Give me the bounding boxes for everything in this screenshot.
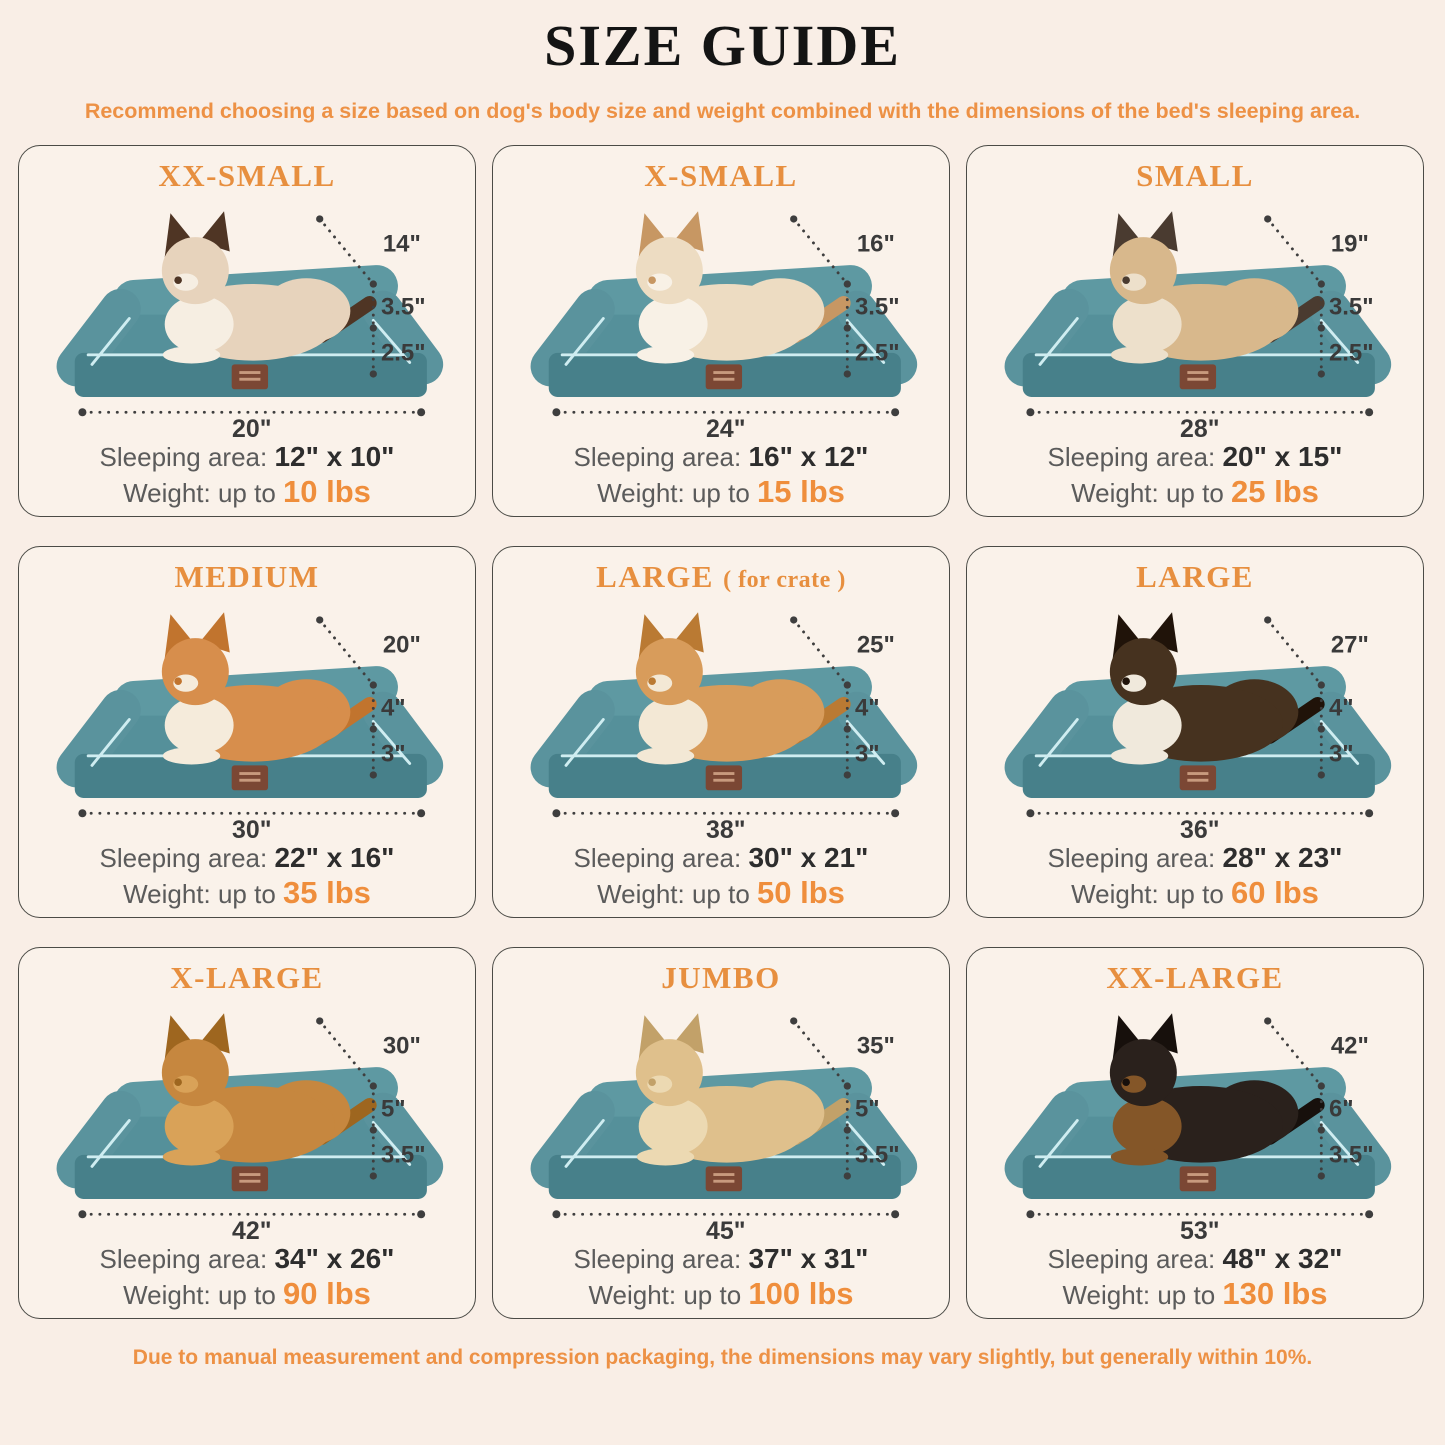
weight-line [19, 474, 475, 510]
sleeping-area-value: 34" x 26" [274, 1243, 395, 1274]
dot-marker [370, 771, 377, 778]
bed-logo-tag-line [713, 371, 734, 374]
sleeping-area-value: 48" x 32" [1222, 1243, 1343, 1274]
bed-figure [35, 597, 459, 841]
pet-chest [639, 296, 708, 353]
sleeping-area-line [493, 1243, 949, 1275]
bed-logo-tag-line [1187, 779, 1208, 782]
bolster-height-dim: 3.5" [854, 293, 900, 321]
width-dim: 45" [706, 1217, 746, 1242]
dot-marker [417, 408, 425, 416]
dot-marker [844, 280, 851, 287]
size-card-title [493, 156, 949, 196]
bed-figure [509, 196, 933, 440]
dot-marker [1365, 1210, 1373, 1218]
sleeping-area-value: 37" x 31" [748, 1243, 869, 1274]
bed-logo-tag [1180, 364, 1216, 389]
dot-marker [316, 215, 323, 222]
pet-chest [1113, 296, 1182, 353]
pet-nose [648, 276, 656, 284]
bed-logo-tag-line [239, 779, 260, 782]
pet-head [1110, 1039, 1177, 1106]
dot-marker [790, 215, 797, 222]
bed-logo-tag [232, 364, 268, 389]
size-grid [0, 124, 1445, 1319]
pet-front-paws [163, 346, 220, 363]
base-height-dim: 3" [380, 740, 406, 768]
weight-line [967, 875, 1423, 911]
pet-front-paws [637, 1148, 694, 1165]
weight-line [967, 474, 1423, 510]
dot-marker [1318, 280, 1325, 287]
page-footnote: Due to manual measurement and compression packaging, the dimensions may vary slightly, but generally within 10%. [132, 1346, 1313, 1369]
dot-marker [417, 1210, 425, 1218]
sleeping-area-line [493, 842, 949, 874]
pet-head [636, 638, 703, 705]
sleeping-area-label: Sleeping area: [1047, 843, 1216, 873]
bolster-height-dim: 5" [380, 1095, 406, 1123]
back-height-dim: 19" [1330, 230, 1369, 258]
weight-value: 130 lbs [1222, 1276, 1328, 1311]
dot-marker [78, 408, 86, 416]
bed-logo-tag-line [1187, 772, 1208, 775]
pet-chest [639, 1098, 708, 1155]
size-card [18, 546, 476, 918]
dot-marker [1026, 408, 1034, 416]
bed-logo-tag-line [239, 378, 260, 381]
pet-chest [165, 1098, 234, 1155]
dot-marker [370, 1082, 377, 1089]
sleeping-area-label: Sleeping area: [99, 843, 268, 873]
base-height-dim: 3" [854, 740, 880, 768]
sleeping-area-label: Sleeping area: [573, 843, 742, 873]
pet-chest [639, 697, 708, 754]
page-title: SIZE GUIDE [544, 13, 901, 78]
bed-figure [35, 196, 459, 440]
pet-head [636, 1039, 703, 1106]
base-height-dim: 2.5" [1328, 339, 1374, 367]
pet-nose [648, 1078, 656, 1086]
weight-line [493, 474, 949, 510]
dot-marker [844, 324, 851, 331]
size-card [966, 145, 1424, 517]
dot-marker [1318, 1082, 1325, 1089]
size-card-title [493, 958, 949, 998]
bed-logo-tag [232, 1166, 268, 1191]
weight-value: 90 lbs [283, 1276, 371, 1311]
weight-value: 35 lbs [283, 875, 371, 910]
back-height-dim: 16" [856, 230, 895, 258]
dot-marker [552, 408, 560, 416]
bed-logo-tag [706, 364, 742, 389]
width-dim: 28" [1180, 415, 1220, 440]
bolster-height-dim: 3.5" [1328, 293, 1374, 321]
bed-figure [35, 998, 459, 1242]
back-height-dim: 42" [1330, 1032, 1369, 1060]
bed-logo-tag-line [713, 1180, 734, 1183]
page-subtitle: Recommend choosing a size based on dog's body size and weight combined with the dimensions of the bed's sleeping area. [84, 99, 1361, 123]
dot-marker [370, 1126, 377, 1133]
pet-head [162, 1039, 229, 1106]
dot-marker [1318, 725, 1325, 732]
weight-label: Weight: up to [1071, 879, 1224, 909]
pet-front-paws [637, 747, 694, 764]
dot-marker [370, 280, 377, 287]
sleeping-area-line [493, 441, 949, 473]
bed-logo-tag-line [713, 772, 734, 775]
sleeping-area-value: 28" x 23" [1222, 842, 1343, 873]
bed-logo-tag-line [713, 1173, 734, 1176]
weight-line [19, 875, 475, 911]
dot-marker [891, 408, 899, 416]
dot-marker [552, 809, 560, 817]
weight-label: Weight: up to [597, 478, 750, 508]
width-dim: 24" [706, 415, 746, 440]
dot-marker [1318, 324, 1325, 331]
pet-front-paws [1111, 346, 1168, 363]
size-name: XX-LARGE [1106, 960, 1284, 995]
dot-marker [1318, 1172, 1325, 1179]
bed-logo-tag [706, 765, 742, 790]
pet-nose [1122, 1078, 1130, 1086]
weight-label: Weight: up to [123, 478, 276, 508]
dot-marker [316, 1017, 323, 1024]
pet-head [162, 638, 229, 705]
bed-logo-tag-line [713, 779, 734, 782]
dot-marker [844, 1082, 851, 1089]
dot-marker [844, 725, 851, 732]
weight-value: 25 lbs [1231, 474, 1319, 509]
size-name: MEDIUM [174, 559, 320, 594]
dot-marker [1318, 1126, 1325, 1133]
width-dim: 53" [1180, 1217, 1220, 1242]
bolster-height-dim: 4" [380, 694, 406, 722]
weight-label: Weight: up to [597, 879, 750, 909]
sleeping-area-label: Sleeping area: [99, 442, 268, 472]
size-card-title [493, 557, 949, 597]
pet-front-paws [1111, 747, 1168, 764]
pet-head [162, 237, 229, 304]
bolster-height-dim: 5" [854, 1095, 880, 1123]
bed-logo-tag-line [713, 378, 734, 381]
back-height-dim: 14" [382, 230, 421, 258]
sleeping-area-value: 22" x 16" [274, 842, 395, 873]
sleeping-area-label: Sleeping area: [1047, 1244, 1216, 1274]
base-height-dim: 2.5" [854, 339, 900, 367]
bed-logo-tag [1180, 765, 1216, 790]
size-card-title [967, 156, 1423, 196]
bed-logo-tag-line [1187, 371, 1208, 374]
width-dim: 38" [706, 816, 746, 841]
pet-nose [1122, 276, 1130, 284]
pet-head [1110, 638, 1177, 705]
bolster-height-dim: 4" [1328, 694, 1354, 722]
sleeping-area-line [19, 441, 475, 473]
bed-logo-tag [706, 1166, 742, 1191]
bolster-height-dim: 4" [854, 694, 880, 722]
pet-front-paws [163, 747, 220, 764]
dot-marker [1026, 1210, 1034, 1218]
sleeping-area-value: 30" x 21" [748, 842, 869, 873]
size-name: LARGE [596, 559, 714, 594]
width-dim: 20" [232, 415, 272, 440]
size-name: LARGE [1136, 559, 1254, 594]
weight-value: 15 lbs [757, 474, 845, 509]
dot-marker [78, 1210, 86, 1218]
pet-front-paws [637, 346, 694, 363]
base-height-dim: 3.5" [380, 1141, 426, 1169]
weight-label: Weight: up to [123, 879, 276, 909]
bed-logo-tag [232, 765, 268, 790]
pet-nose [174, 1078, 182, 1086]
size-name: X-LARGE [170, 960, 324, 995]
width-dim: 36" [1180, 816, 1220, 841]
dot-marker [790, 1017, 797, 1024]
bed-logo-tag-line [239, 1180, 260, 1183]
weight-value: 60 lbs [1231, 875, 1319, 910]
sleeping-area-line [967, 842, 1423, 874]
weight-value: 100 lbs [748, 1276, 854, 1311]
bolster-height-dim: 3.5" [380, 293, 426, 321]
dot-marker [1318, 771, 1325, 778]
size-card [18, 145, 476, 517]
sleeping-area-label: Sleeping area: [99, 1244, 268, 1274]
base-height-dim: 3.5" [1328, 1141, 1374, 1169]
dot-marker [790, 616, 797, 623]
dot-marker [844, 370, 851, 377]
weight-value: 50 lbs [757, 875, 845, 910]
dot-marker [370, 1172, 377, 1179]
weight-line [967, 1276, 1423, 1312]
dot-marker [891, 809, 899, 817]
pet-nose [174, 677, 182, 685]
size-card [966, 546, 1424, 918]
size-card-title [19, 156, 475, 196]
dot-marker [370, 725, 377, 732]
dot-marker [1264, 215, 1271, 222]
size-card [492, 947, 950, 1319]
pet-nose [1122, 677, 1130, 685]
weight-value: 10 lbs [283, 474, 371, 509]
bed-figure [509, 998, 933, 1242]
bed-figure [983, 998, 1407, 1242]
bed-logo-tag-line [1187, 378, 1208, 381]
size-card-title [19, 958, 475, 998]
pet-chest [1113, 697, 1182, 754]
sleeping-area-value: 20" x 15" [1222, 441, 1343, 472]
dot-marker [78, 809, 86, 817]
dot-marker [316, 616, 323, 623]
back-height-dim: 35" [856, 1032, 895, 1060]
bed-logo-tag-line [239, 1173, 260, 1176]
size-name: X-SMALL [644, 158, 798, 193]
base-height-dim: 3" [1328, 740, 1354, 768]
pet-nose [648, 677, 656, 685]
dot-marker [844, 771, 851, 778]
bed-logo-tag-line [239, 772, 260, 775]
pet-nose [174, 276, 182, 284]
base-height-dim: 3.5" [854, 1141, 900, 1169]
dot-marker [844, 1172, 851, 1179]
dot-marker [1026, 809, 1034, 817]
pet-front-paws [1111, 1148, 1168, 1165]
size-name-suffix: ( for crate ) [723, 567, 846, 593]
width-dim: 30" [232, 816, 272, 841]
back-height-dim: 25" [856, 631, 895, 659]
dot-marker [370, 681, 377, 688]
dot-marker [370, 324, 377, 331]
dot-marker [1365, 408, 1373, 416]
dot-marker [1318, 681, 1325, 688]
width-dim: 42" [232, 1217, 272, 1242]
size-name: SMALL [1136, 158, 1254, 193]
sleeping-area-value: 12" x 10" [274, 441, 395, 472]
base-height-dim: 2.5" [380, 339, 426, 367]
sleeping-area-label: Sleeping area: [573, 1244, 742, 1274]
bed-logo-tag [1180, 1166, 1216, 1191]
size-card-title [967, 557, 1423, 597]
pet-chest [165, 697, 234, 754]
pet-head [1110, 237, 1177, 304]
dot-marker [844, 681, 851, 688]
sleeping-area-line [19, 842, 475, 874]
back-height-dim: 27" [1330, 631, 1369, 659]
weight-label: Weight: up to [123, 1280, 276, 1310]
weight-label: Weight: up to [1062, 1280, 1216, 1310]
bed-logo-tag-line [1187, 1180, 1208, 1183]
bed-logo-tag-line [239, 371, 260, 374]
weight-label: Weight: up to [588, 1280, 742, 1310]
dot-marker [844, 1126, 851, 1133]
size-card [492, 546, 950, 918]
sleeping-area-line [967, 1243, 1423, 1275]
sleeping-area-label: Sleeping area: [1047, 442, 1216, 472]
sleeping-area-line [967, 441, 1423, 473]
bed-figure [983, 597, 1407, 841]
size-name: JUMBO [661, 960, 781, 995]
sleeping-area-value: 16" x 12" [748, 441, 869, 472]
sleeping-area-label: Sleeping area: [573, 442, 742, 472]
weight-line [19, 1276, 475, 1312]
back-height-dim: 20" [382, 631, 421, 659]
weight-label: Weight: up to [1071, 478, 1224, 508]
dot-marker [1318, 370, 1325, 377]
weight-line [493, 1276, 949, 1312]
weight-line [493, 875, 949, 911]
pet-chest [1113, 1098, 1182, 1155]
sleeping-area-line [19, 1243, 475, 1275]
bed-logo-tag-line [1187, 1173, 1208, 1176]
size-card [966, 947, 1424, 1319]
size-card [492, 145, 950, 517]
back-height-dim: 30" [382, 1032, 421, 1060]
size-card-title [967, 958, 1423, 998]
pet-front-paws [163, 1148, 220, 1165]
dot-marker [552, 1210, 560, 1218]
dot-marker [891, 1210, 899, 1218]
pet-chest [165, 296, 234, 353]
pet-head [636, 237, 703, 304]
size-card [18, 947, 476, 1319]
dot-marker [1264, 1017, 1271, 1024]
size-name: XX-SMALL [158, 158, 336, 193]
dot-marker [1264, 616, 1271, 623]
dot-marker [370, 370, 377, 377]
bed-figure [509, 597, 933, 841]
size-card-title [19, 557, 475, 597]
bed-figure [983, 196, 1407, 440]
dot-marker [417, 809, 425, 817]
bolster-height-dim: 6" [1328, 1095, 1354, 1123]
dot-marker [1365, 809, 1373, 817]
